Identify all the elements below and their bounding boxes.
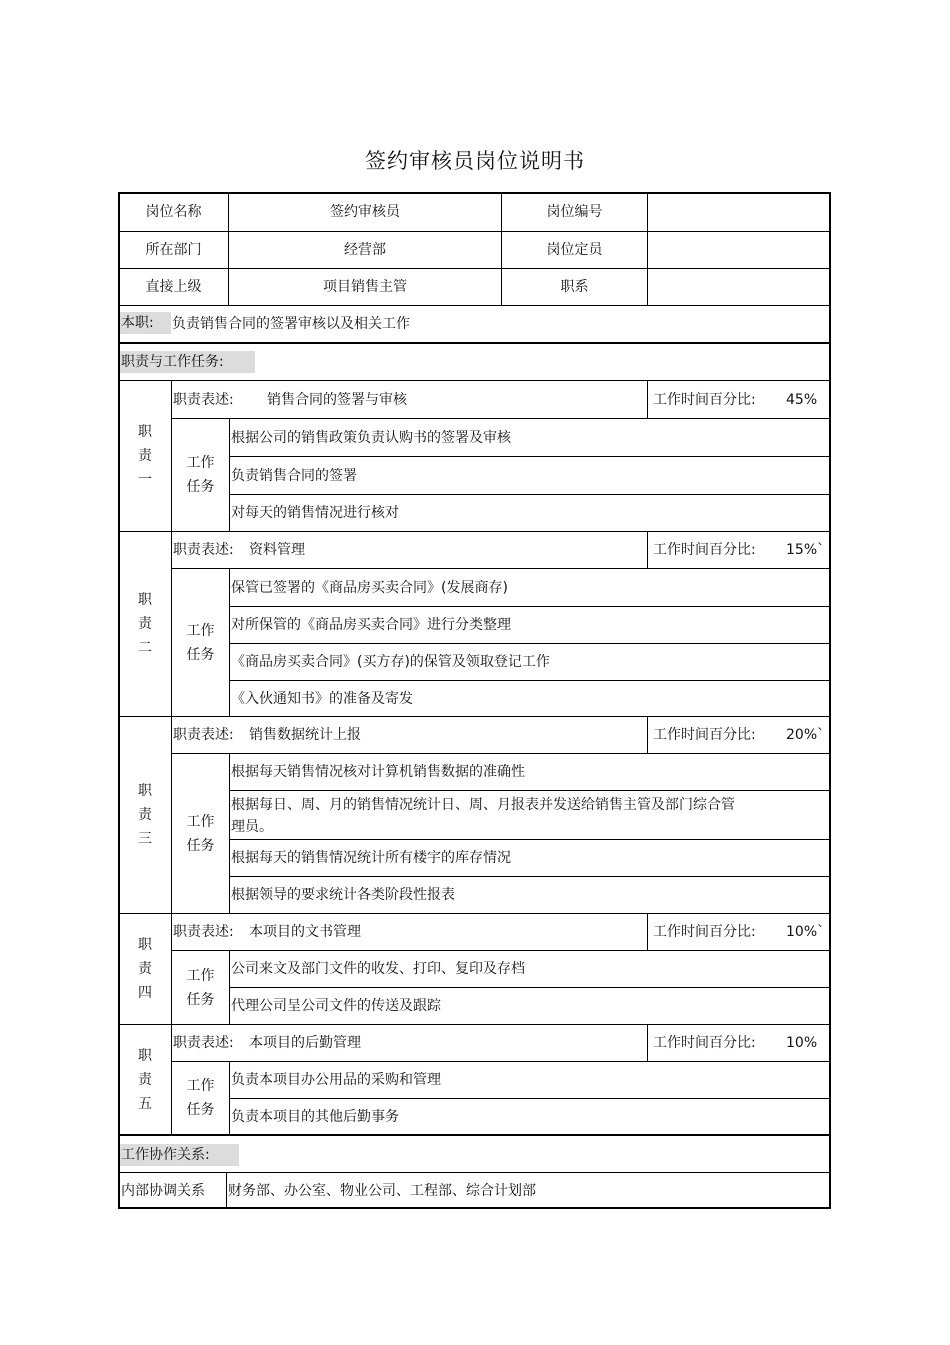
label-job-family: 职系 <box>560 279 589 295</box>
duty-2-name: 职 责 二 <box>138 592 152 656</box>
duty-2-pct-label: 工作时间百分比: <box>653 542 756 558</box>
value-position-code <box>648 193 830 231</box>
duty-4-task-1: 公司来文及部门文件的收发、打印、复印及存档 <box>231 961 525 977</box>
label-supervisor: 直接上级 <box>145 279 202 295</box>
duty-2-task-4: 《入伙通知书》的准备及寄发 <box>231 690 413 707</box>
page-title: 签约审核员岗位说明书 <box>365 149 585 173</box>
duty-1-task-1: 根据公司的销售政策负责认购书的签署及审核 <box>231 429 511 446</box>
value-department: 经营部 <box>344 242 386 258</box>
duty-1-task-2: 负责销售合同的签署 <box>231 467 357 484</box>
value-headcount <box>648 232 830 268</box>
duty-2-task-2: 对所保管的《商品房买卖合同》进行分类整理 <box>231 617 511 633</box>
duty-3-pct-label: 工作时间百分比: <box>653 727 756 743</box>
duty-1-pct: 45% <box>786 391 818 408</box>
internal-label: 内部协调关系 <box>121 1182 205 1199</box>
duty-4-desc-label: 职责表述: <box>173 924 234 940</box>
duty-5-desc-label: 职责表述: <box>173 1035 234 1051</box>
duty-3-task-4: 根据领导的要求统计各类阶段性报表 <box>231 887 455 903</box>
duty-2-task-1: 保管已签署的《商品房买卖合同》(发展商存) <box>231 579 508 596</box>
duty-5-task-2: 负责本项目的其他后勤事务 <box>231 1108 399 1125</box>
duty-4-name: 职 责 四 <box>138 937 152 1001</box>
duty-1-pct-label: 工作时间百分比: <box>653 391 756 408</box>
label-position-name: 岗位名称 <box>145 204 202 220</box>
duty-1-desc: 销售合同的签署与审核 <box>267 391 407 408</box>
duty-1-task-3: 对每天的销售情况进行核对 <box>231 505 399 521</box>
duty-5-task-1: 负责本项目办公用品的采购和管理 <box>231 1072 441 1088</box>
value-position-name: 签约审核员 <box>330 204 400 220</box>
duty-4-pct: 10%` <box>786 924 825 940</box>
duty-5-pct-label: 工作时间百分比: <box>653 1035 756 1051</box>
duty-2-task-label: 工作 任务 <box>186 622 215 663</box>
value-supervisor: 项目销售主管 <box>323 279 407 295</box>
duty-4-pct-label: 工作时间百分比: <box>653 924 756 940</box>
duty-5-pct: 10% <box>786 1035 818 1051</box>
duty-2-desc: 资料管理 <box>249 542 305 558</box>
duty-4-task-label: 工作 任务 <box>186 967 215 1008</box>
duty-1-name: 职 责 一 <box>138 424 152 488</box>
duty-3-task-3: 根据每天的销售情况统计所有楼宇的库存情况 <box>231 850 511 866</box>
duty-4-desc: 本项目的文书管理 <box>249 924 361 940</box>
label-headcount: 岗位定员 <box>546 242 603 258</box>
duty-5-desc: 本项目的后勤管理 <box>249 1035 361 1051</box>
duty-5-task-label: 工作 任务 <box>186 1078 215 1118</box>
duty-2-desc-label: 职责表述: <box>173 542 234 558</box>
duty-header: 职责与工作任务: <box>120 351 255 373</box>
duty-3-pct: 20%` <box>786 727 825 743</box>
cooperation-header: 工作协作关系: <box>120 1144 239 1166</box>
value-job-family <box>648 269 830 305</box>
duty-5-name: 职 责 五 <box>138 1047 152 1112</box>
duty-3-desc: 销售数据统计上报 <box>249 727 361 743</box>
duty-3-task-1: 根据每天销售情况核对计算机销售数据的准确性 <box>231 764 525 780</box>
duty-3-name: 职 责 三 <box>138 783 152 847</box>
duty-3-task-2-cont: 理员。 <box>231 819 273 835</box>
duty-3-task-2: 根据每日、周、月的销售情况统计日、周、月报表并发送给销售主管及部门综合管 <box>231 797 735 813</box>
duty-2-pct: 15%` <box>786 542 825 558</box>
duty-3-task-label: 工作 任务 <box>186 813 215 854</box>
duty-4-task-2: 代理公司呈公司文件的传送及跟踪 <box>231 998 441 1014</box>
duty-2-task-3: 《商品房买卖合同》(买方存)的保管及领取登记工作 <box>231 654 550 670</box>
duty-3-desc-label: 职责表述: <box>173 727 234 743</box>
label-department: 所在部门 <box>145 242 202 258</box>
label-position-code: 岗位编号 <box>546 204 603 220</box>
duty-1-task-label: 工作 任务 <box>186 455 215 495</box>
benzhi-label: 本职: <box>120 312 171 334</box>
benzhi-text: 负责销售合同的签署审核以及相关工作 <box>172 316 410 332</box>
internal-text: 财务部、办公室、物业公司、工程部、综合计划部 <box>228 1182 536 1199</box>
duty-1-desc-label: 职责表述: <box>173 391 234 408</box>
